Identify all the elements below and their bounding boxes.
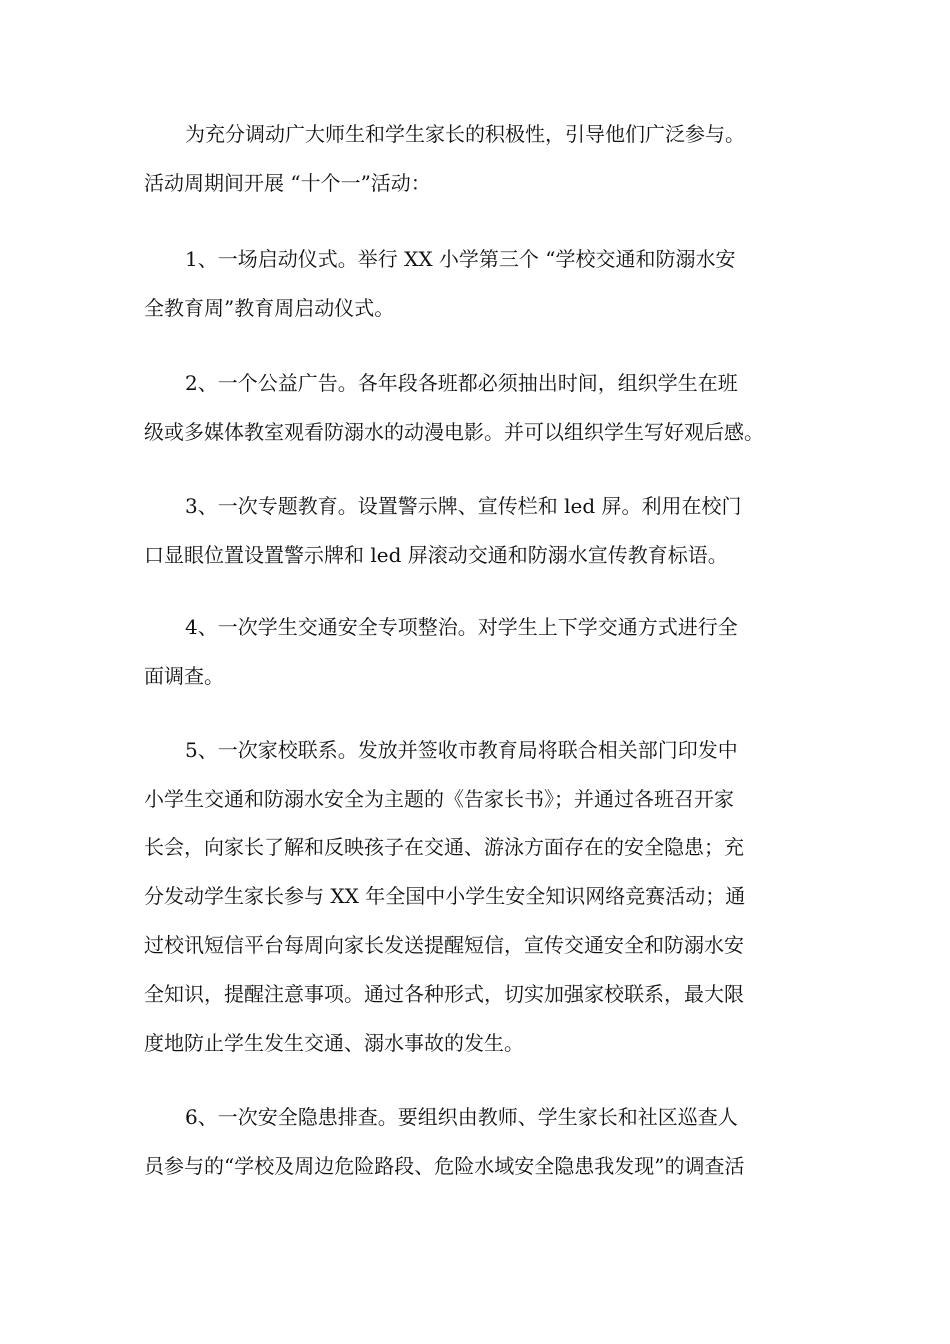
paragraph-4-line-2: 口显眼位置设置警示牌和 led 屏滚动交通和防溺水宣传教育标语。 bbox=[144, 543, 728, 567]
paragraph-7-line-1: 6、一次安全隐患排查。要组织由教师、学生家长和社区巡查人 bbox=[185, 1105, 738, 1129]
paragraph-6-line-6: 全知识，提醒注意事项。通过各种形式，切实加强家校联系，最大限 bbox=[144, 982, 744, 1006]
paragraph-3-line-1: 2、一个公益广告。各年段各班都必须抽出时间，组织学生在班 bbox=[185, 371, 738, 395]
paragraph-1-line-2: 活动周期间开展 “十个一”活动： bbox=[144, 171, 431, 195]
paragraph-6-line-1: 5、一次家校联系。发放并签收市教育局将联合相关部门印发中 bbox=[185, 738, 738, 762]
paragraph-2-line-1: 1、一场启动仪式。举行 XX 小学第三个 “学校交通和防溺水安 bbox=[185, 247, 736, 271]
paragraph-6-line-5: 过校讯短信平台每周向家长发送提醒短信，宣传交通安全和防溺水安 bbox=[144, 933, 744, 957]
paragraph-5-line-1: 4、一次学生交通安全专项整治。对学生上下学交通方式进行全 bbox=[185, 615, 738, 639]
paragraph-6-line-3: 长会，向家长了解和反映孩子在交通、游泳方面存在的安全隐患；充 bbox=[144, 835, 744, 859]
paragraph-7-line-2: 员参与的“学校及周边危险路段、危险水域安全隐患我发现”的调查活 bbox=[144, 1154, 745, 1178]
paragraph-5-line-2: 面调查。 bbox=[144, 664, 224, 688]
paragraph-4-line-1: 3、一次专题教育。设置警示牌、宣传栏和 led 屏。利用在校门 bbox=[185, 494, 742, 518]
paragraph-6-line-2: 小学生交通和防溺水安全为主题的《告家长书》；并通过各班召开家 bbox=[144, 787, 734, 811]
paragraph-3-line-2: 级或多媒体教室观看防溺水的动漫电影。并可以组织学生写好观后感。 bbox=[144, 420, 764, 444]
paragraph-2-line-2: 全教育周”教育周启动仪式。 bbox=[144, 296, 395, 320]
paragraph-1-line-1: 为充分调动广大师生和学生家长的积极性，引导他们广泛参与。 bbox=[185, 122, 745, 146]
paragraph-6-line-4: 分发动学生家长参与 XX 年全国中小学生安全知识网络竞赛活动；通 bbox=[144, 884, 746, 908]
paragraph-6-line-7: 度地防止学生发生交通、溺水事故的发生。 bbox=[144, 1031, 524, 1055]
